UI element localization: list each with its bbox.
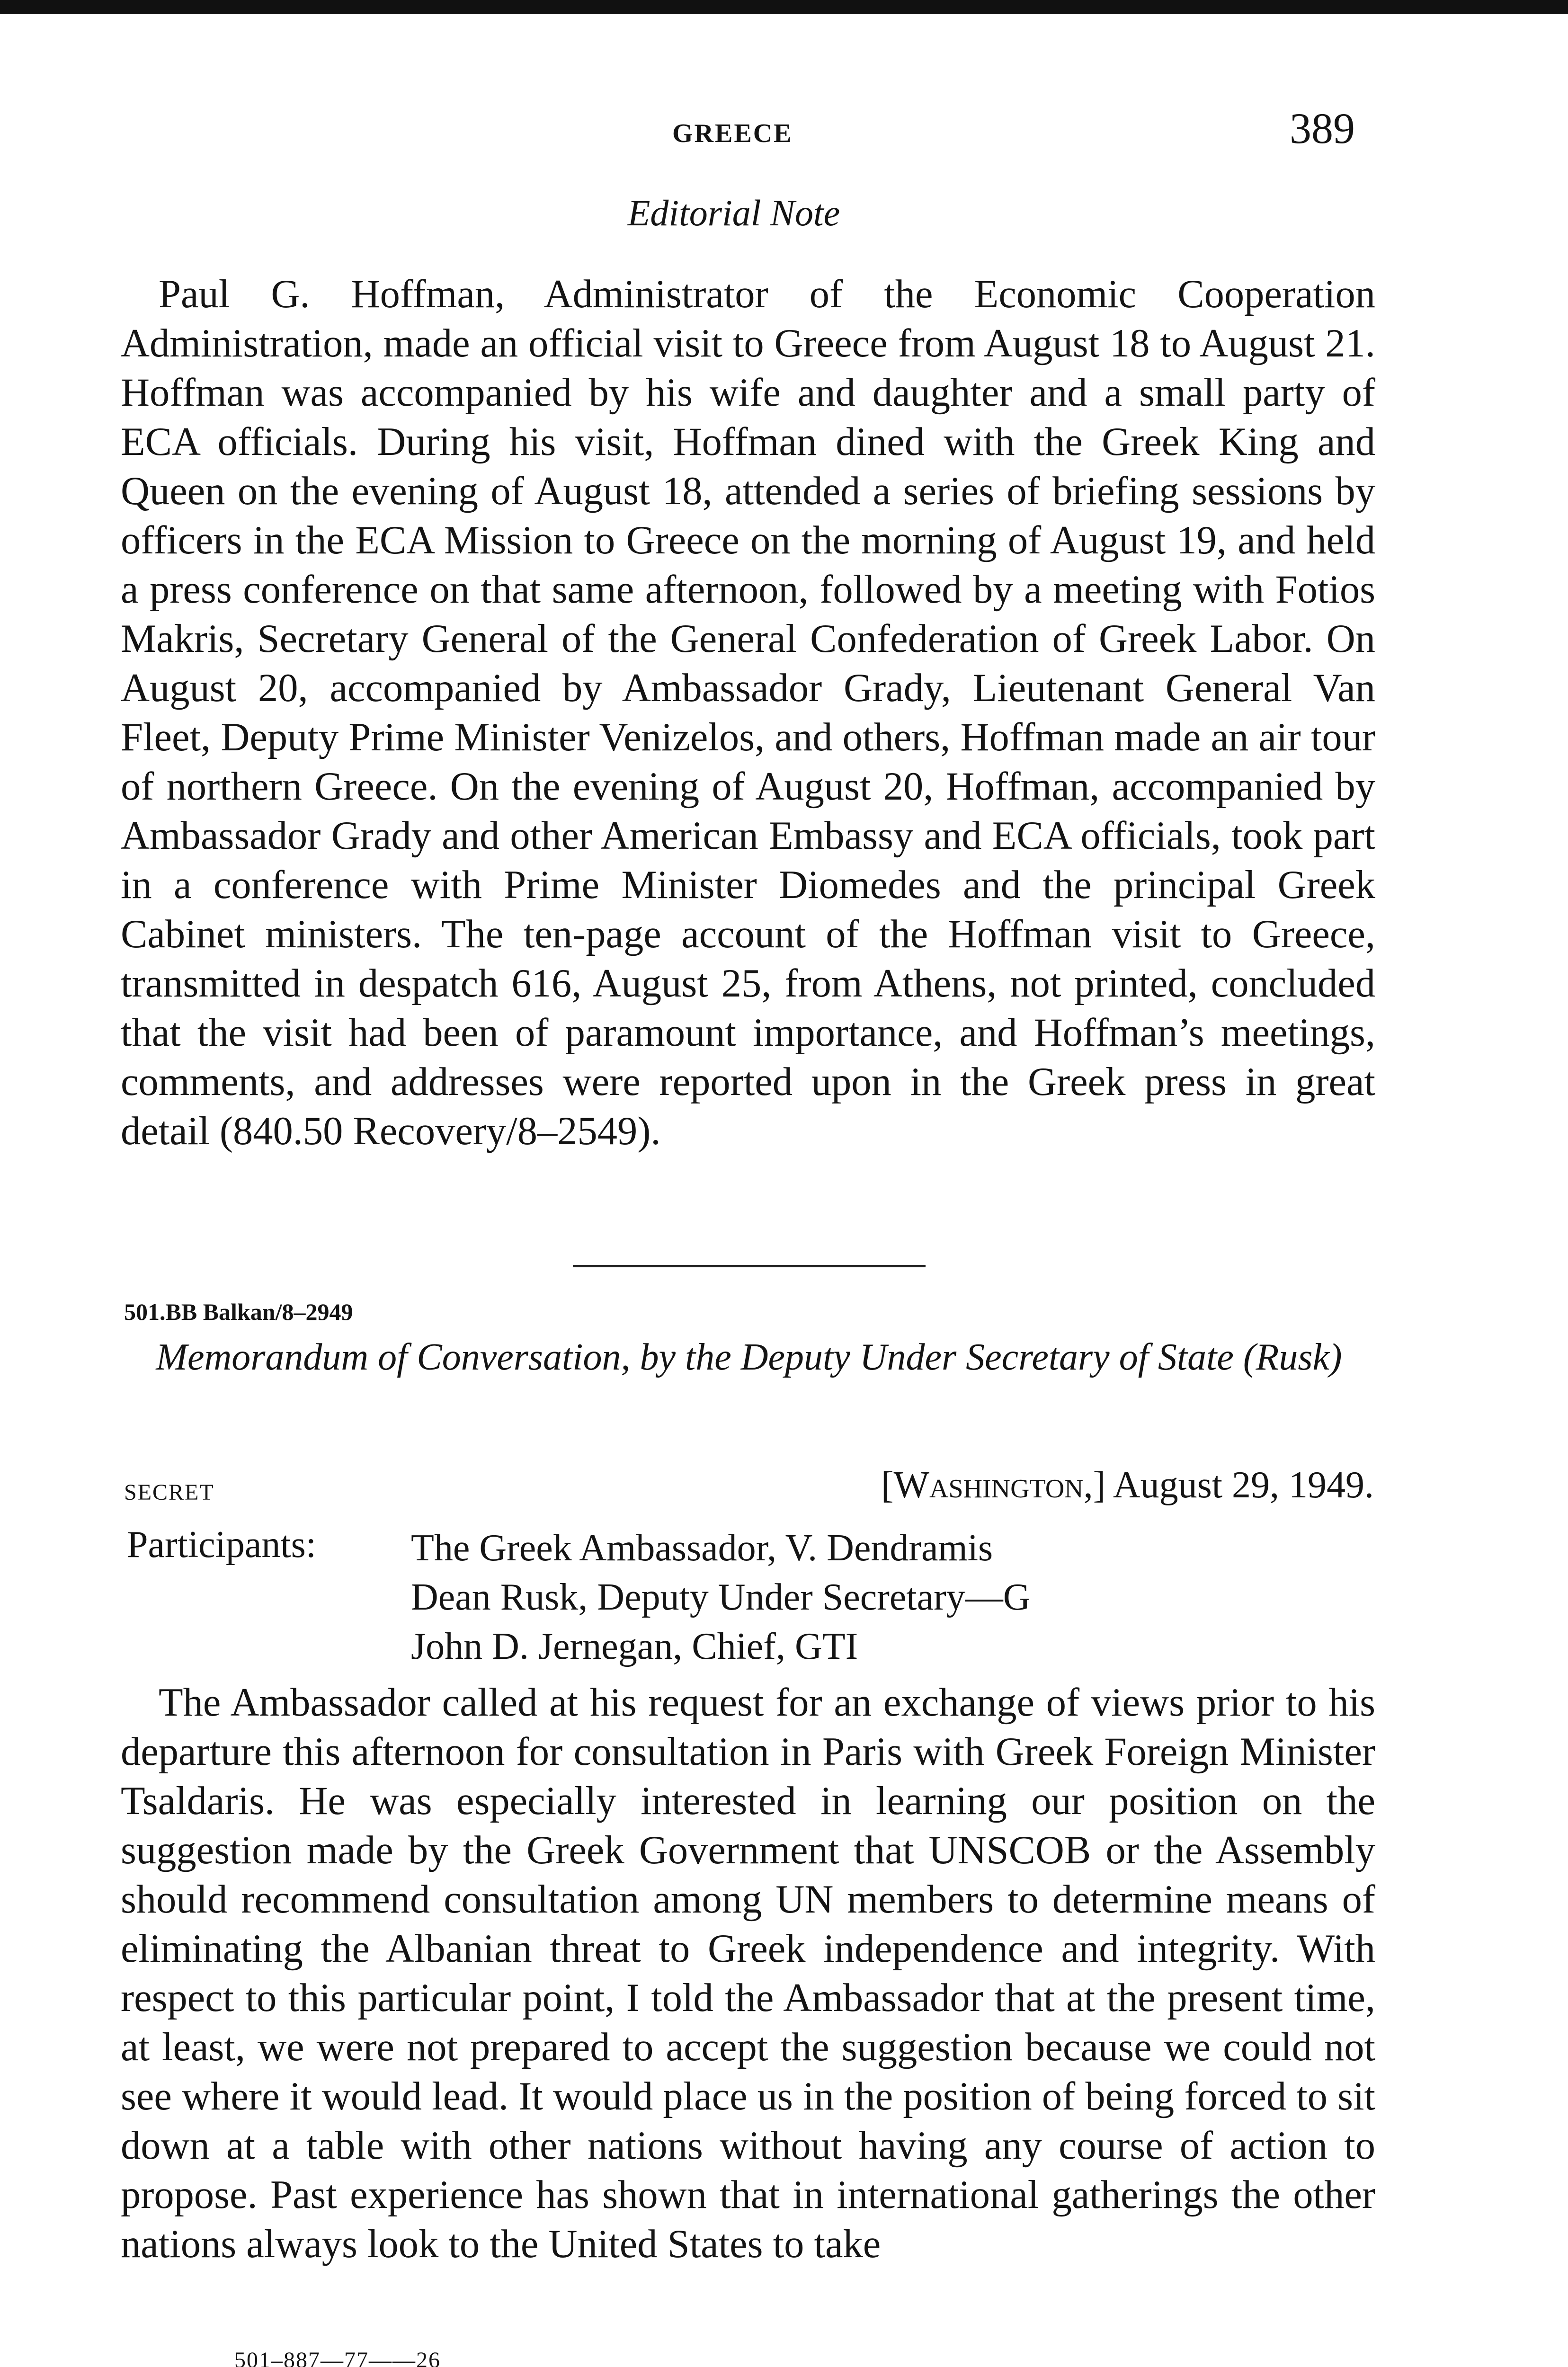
participants-list: [411, 1523, 1031, 1671]
running-head: GREECE: [672, 119, 793, 148]
memorandum-title: Memorandum of Conversation, by the Deputy Under Secretary of State (Rusk): [156, 1336, 1342, 1378]
dateline-place: [Washington,]: [881, 1464, 1106, 1506]
page-number: 389: [1290, 104, 1355, 152]
participant-item: The Greek Ambassador, V. Dendramis: [411, 1527, 993, 1569]
section-divider: [573, 1265, 926, 1267]
participant-item: John D. Jernegan, Chief, GTI: [411, 1626, 858, 1667]
print-code: 501–887—77——26: [234, 2348, 441, 2367]
participant-item: Dean Rusk, Deputy Under Secretary—G: [411, 1576, 1031, 1618]
participants-label: Participants:: [127, 1524, 316, 1566]
editorial-note-title: Editorial Note: [627, 192, 840, 233]
editorial-note-body: Paul G. Hoffman, Administrator of the Economic Cooperation Administration, made an official visit to Greece from August 18 to August 21. Hoffman was accompanied by his wife and daughter and a small party of ECA officials. During his visit, Hoffman dined with the Greek King and Queen on the evening of August 18, attended a series of briefing sessions by officers in the ECA Mission to Greece on the morning of August 19, and held a press conference on that same afternoon, followed by a meeting with Fotios Makris, Secretary General of the General Confederation of Greek Labor. On August 20, accompanied by Ambassador Grady, Lieutenant General Van Fleet, Deputy Prime Minister Venizelos, and others, Hoffman made an air tour of northern Greece. On the evening of August 20, Hoffman, accompanied by Ambassador Grady and other American Embassy and ECA officials, took part in a conference with Prime Minister Diomedes and the principal Greek Cabinet ministers. The ten-page account of the Hoffman visit to Greece, transmitted in despatch 616, August 25, from Athens, not printed, concluded that the visit had been of paramount importance, and Hoffman’s meetings, comments, and addresses were reported upon in the Greek press in great detail (840.50 Recovery/8–2549).: [121, 272, 1375, 1153]
memorandum-body: The Ambassador called at his request for an exchange of views prior to his departure this afternoon for consultation in Paris with Greek Foreign Minister Tsaldaris. He was especially interested in learning our position on the suggestion made by the Greek Government that UNSCOB or the Assembly should recommend consultation among UN members to determine means of eliminating the Albanian threat to Greek independence and integrity. With respect to this particular point, I told the Ambassador that at the present time, at least, we were not prepared to accept the suggestion because we could not see where it would lead. It would place us in the position of being forced to sit down at a table with other nations without having any course of action to propose. Past experience has shown that in international gatherings the other nations always look to the United States to take: [121, 1681, 1375, 2266]
classification-marking: SECRET: [124, 1480, 214, 1505]
file-number: 501.BB Balkan/8–2949: [124, 1299, 353, 1325]
dateline: [881, 1464, 1374, 1507]
dateline-date: August 29, 1949.: [1113, 1464, 1374, 1506]
